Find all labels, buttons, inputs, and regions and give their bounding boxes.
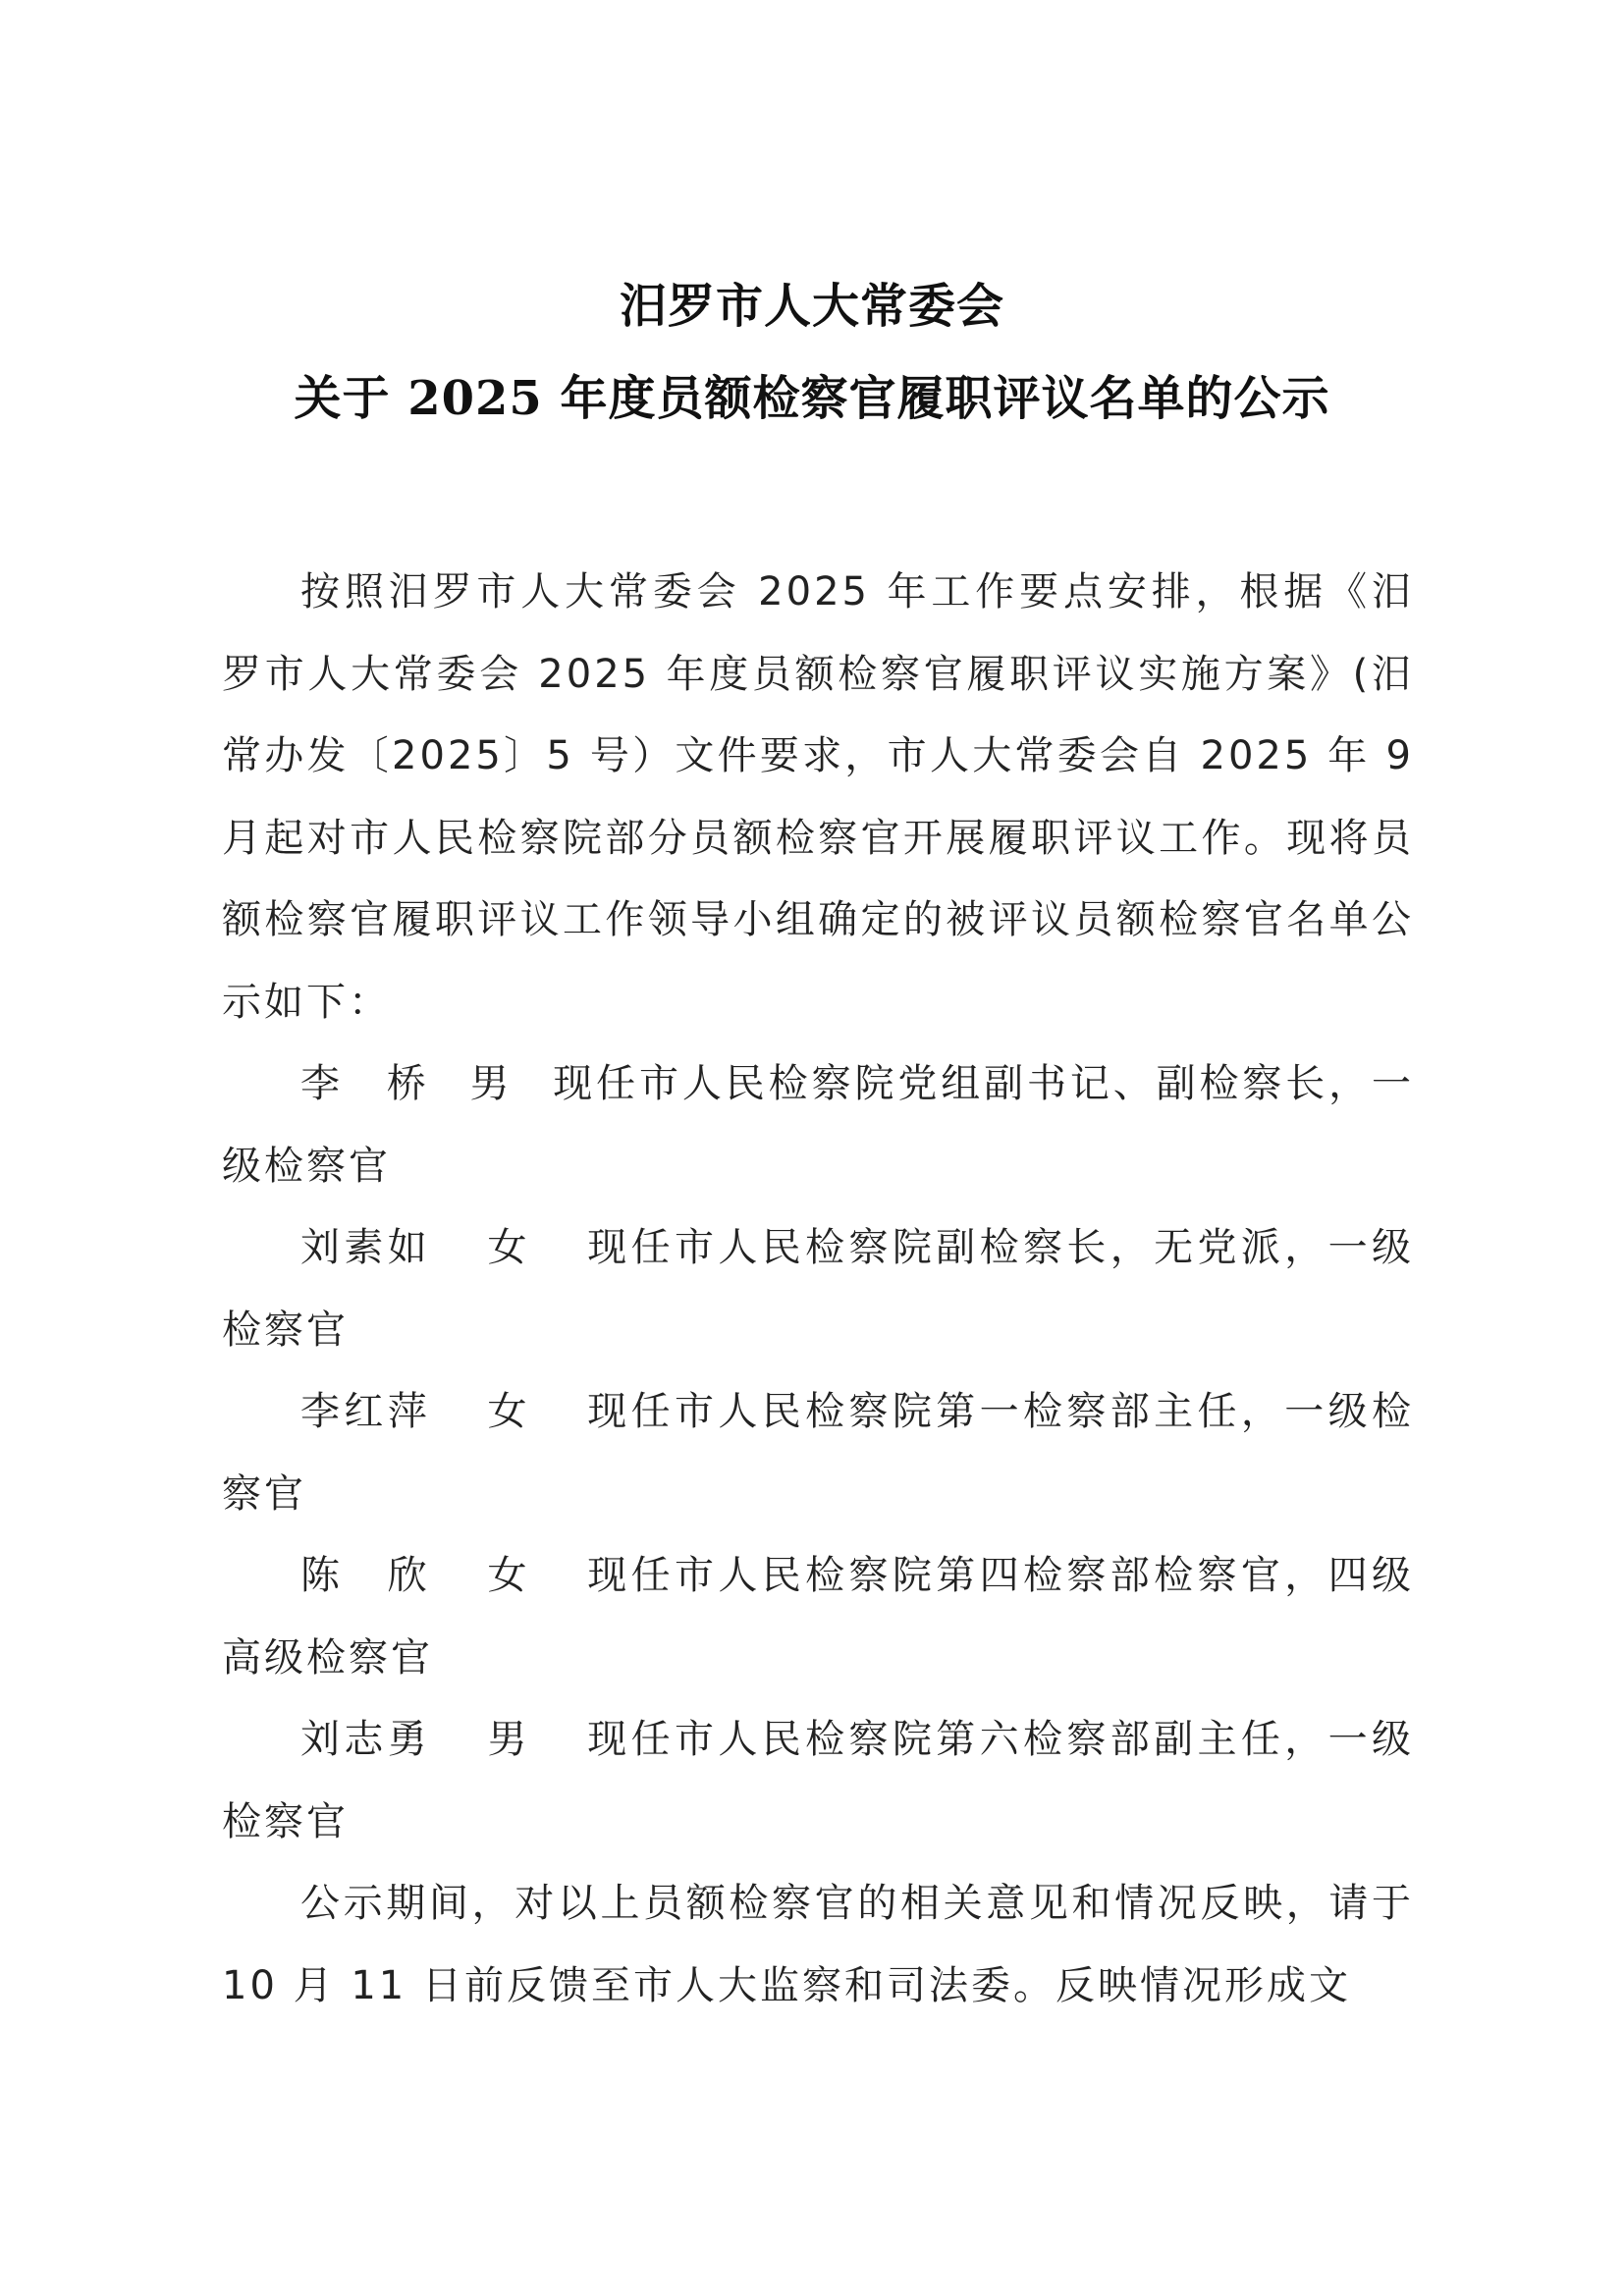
person-entry-4 xyxy=(222,1535,1414,1699)
person-description: 现任市人民检察院第六检察部副主任，一级检察官 xyxy=(222,1717,1414,1844)
person-gender: 女 xyxy=(486,1389,531,1434)
person-entry-3 xyxy=(222,1371,1414,1535)
person-gender: 男 xyxy=(486,1717,531,1762)
person-description: 现任市人民检察院第一检察部主任，一级检察官 xyxy=(222,1389,1414,1517)
person-gender: 女 xyxy=(486,1225,531,1270)
person-description: 现任市人民检察院党组副书记、副检察长，一级检察官 xyxy=(222,1061,1415,1189)
person-description: 现任市人民检察院第四检察部检察官，四级高级检察官 xyxy=(222,1553,1414,1681)
title-line-1: 汨罗市人大常委会 xyxy=(619,279,1004,334)
intro-paragraph: 按照汨罗市人大常委会 2025 年工作要点安排，根据《汨罗市人大常委会 2025 年度员额检察官履职评议实施方案》(汨常办发〔2025〕5 号）文件要求，市人大常委会自 2025 年 9 月起对市人民检察院部分员额检察官开展履职评议工作。现将员额检察官履职评议工作领导小组确定的被评议员额检察官名单公示如下： xyxy=(222,569,1414,1025)
person-description: 现任市人民检察院副检察长，无党派，一级检察官 xyxy=(222,1225,1414,1353)
person-gender: 女 xyxy=(486,1553,531,1598)
person-gender: 男 xyxy=(468,1061,514,1106)
person-entry-5 xyxy=(222,1699,1414,1863)
person-name: 刘素如 xyxy=(300,1225,432,1270)
person-name: 李 桥 xyxy=(300,1061,430,1106)
person-name: 陈 欣 xyxy=(300,1553,432,1598)
person-entry-1 xyxy=(222,1043,1414,1207)
document-body xyxy=(222,552,1414,2027)
title-line-2: 关于 2025 年度员额检察官履职评议名单的公示 xyxy=(294,371,1330,426)
person-name: 刘志勇 xyxy=(300,1717,432,1762)
person-name: 李红萍 xyxy=(300,1389,432,1434)
closing-paragraph: 公示期间，对以上员额检察官的相关意见和情况反映，请于 10 月 11 日前反馈至市人大监察和司法委。反映情况形成文 xyxy=(222,1881,1414,2008)
person-entry-2 xyxy=(222,1207,1414,1371)
